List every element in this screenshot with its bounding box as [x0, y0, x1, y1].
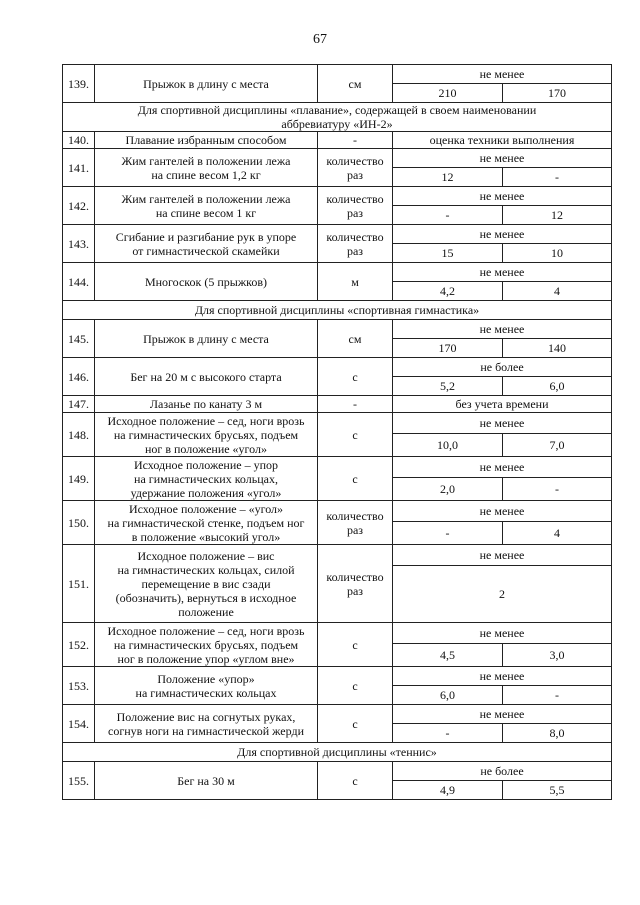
- cell-line: Бег на 20 м с высокого старта: [130, 369, 282, 384]
- norm-header: не менее: [393, 705, 612, 724]
- cell-line: -: [353, 133, 357, 147]
- row-number: 152.: [63, 623, 95, 667]
- cell-line: см: [348, 331, 362, 346]
- cell-line: Прыжок в длину с места: [143, 331, 269, 346]
- page-number: 67: [313, 32, 327, 47]
- norm-header: не менее: [393, 623, 612, 644]
- exercise-name: [95, 225, 318, 263]
- cell-line: количество: [326, 191, 384, 206]
- row-number: 144.: [63, 263, 95, 301]
- exercise-name: [95, 263, 318, 301]
- unit-cell: [318, 457, 393, 501]
- section-title: [63, 743, 612, 762]
- row-number: 147.: [63, 396, 95, 413]
- exercise-name: [95, 623, 318, 667]
- cell-line: Положение «упор»: [157, 671, 255, 686]
- unit-cell: [318, 623, 393, 667]
- section-row: [63, 743, 612, 762]
- cell-line: количество: [326, 569, 384, 584]
- value-cell: 170: [393, 339, 503, 358]
- unit-cell: [318, 762, 393, 800]
- row-number: 150.: [63, 501, 95, 545]
- exercise-name: [95, 358, 318, 396]
- table-row: [63, 187, 612, 206]
- merged-value: без учета времени: [393, 396, 612, 413]
- norm-header: не менее: [393, 501, 612, 522]
- table-row: [63, 225, 612, 244]
- value-cell: 6,0: [503, 377, 612, 396]
- norm-header: не менее: [393, 187, 612, 206]
- value-cell: 15: [393, 244, 503, 263]
- unit-cell: [318, 705, 393, 743]
- row-number: 141.: [63, 149, 95, 187]
- cell-line: с: [352, 773, 358, 788]
- unit-cell: [318, 545, 393, 623]
- value-cell: 210: [393, 84, 503, 103]
- value-cell: 12: [503, 206, 612, 225]
- value-cell: 10: [503, 244, 612, 263]
- row-number: 154.: [63, 705, 95, 743]
- cell-line: раз: [346, 243, 364, 258]
- row-number: 151.: [63, 545, 95, 623]
- value-cell: 4,9: [393, 781, 503, 800]
- exercise-name: [95, 457, 318, 501]
- table-row: [63, 705, 612, 724]
- unit-cell: [318, 501, 393, 545]
- cell-line: с: [352, 637, 358, 652]
- cell-line: в положение «высокий угол»: [131, 529, 281, 544]
- table-row: [63, 457, 612, 478]
- row-number: 139.: [63, 65, 95, 103]
- exercise-name: [95, 396, 318, 413]
- value-cell: 4: [503, 282, 612, 301]
- cell-line: Исходное положение – вис: [137, 548, 275, 563]
- unit-cell: [318, 187, 393, 225]
- norm-header: не менее: [393, 545, 612, 566]
- unit-cell: [318, 320, 393, 358]
- cell-line: раз: [346, 205, 364, 220]
- table-row: [63, 501, 612, 522]
- cell-line: Исходное положение – сед, ноги врозь: [107, 413, 305, 428]
- norm-header: не более: [393, 358, 612, 377]
- value-cell: 5,2: [393, 377, 503, 396]
- cell-line: с: [352, 427, 358, 442]
- value-cell: -: [503, 686, 612, 705]
- cell-line: на гимнастических кольцах,: [134, 471, 278, 486]
- cell-line: на гимнастической стенке, подъем ног: [107, 515, 305, 530]
- row-number: 145.: [63, 320, 95, 358]
- cell-line: Сгибание и разгибание рук в упоре: [115, 229, 297, 244]
- table-row: [63, 545, 612, 566]
- unit-cell: [318, 65, 393, 103]
- cell-line: Бег на 30 м: [177, 773, 235, 788]
- exercise-name: [95, 132, 318, 149]
- value-cell: 7,0: [503, 434, 612, 457]
- table-row: [63, 667, 612, 686]
- norm-header: не более: [393, 762, 612, 781]
- unit-cell: [318, 263, 393, 301]
- value-cell: -: [393, 206, 503, 225]
- cell-line: Положение вис на согнутых руках,: [116, 709, 296, 724]
- table-row: [63, 65, 612, 84]
- norm-header: не менее: [393, 263, 612, 282]
- cell-line: -: [353, 397, 357, 411]
- merged-value: оценка техники выполнения: [393, 132, 612, 149]
- section-row: [63, 301, 612, 320]
- exercise-name: [95, 149, 318, 187]
- cell-line: положение: [178, 604, 234, 619]
- table-row: [63, 623, 612, 644]
- unit-cell: [318, 667, 393, 705]
- cell-line: Исходное положение – упор: [133, 457, 279, 472]
- value-cell: 4: [503, 522, 612, 545]
- value-cell: 12: [393, 168, 503, 187]
- unit-cell: [318, 132, 393, 149]
- cell-line: от гимнастической скамейки: [132, 243, 280, 258]
- norm-header: не менее: [393, 65, 612, 84]
- cell-line: раз: [346, 167, 364, 182]
- value-cell: 2,0: [393, 478, 503, 501]
- row-number: 148.: [63, 413, 95, 457]
- merged-value: 2: [393, 566, 612, 623]
- table-row: [63, 132, 612, 149]
- cell-line: Исходное положение – «угол»: [128, 501, 284, 516]
- cell-line: Для спортивной дисциплины «плавание», содержащей в своем наименовании: [137, 103, 537, 117]
- row-number: 142.: [63, 187, 95, 225]
- unit-cell: [318, 396, 393, 413]
- cell-line: с: [352, 369, 358, 384]
- cell-line: количество: [326, 508, 384, 523]
- table-row: [63, 320, 612, 339]
- value-cell: 8,0: [503, 724, 612, 743]
- value-cell: -: [393, 724, 503, 743]
- cell-line: количество: [326, 153, 384, 168]
- cell-line: Жим гантелей в положении лежа: [121, 153, 291, 168]
- exercise-name: [95, 320, 318, 358]
- cell-line: с: [352, 678, 358, 693]
- cell-line: на спине весом 1,2 кг: [151, 167, 261, 182]
- value-cell: -: [503, 168, 612, 187]
- cell-line: Лазанье по канату 3 м: [149, 397, 263, 411]
- value-cell: 140: [503, 339, 612, 358]
- cell-line: Для спортивной дисциплины «теннис»: [237, 745, 437, 759]
- section-title: [63, 103, 612, 132]
- cell-line: на гимнастических кольцах: [135, 685, 277, 700]
- value-cell: 5,5: [503, 781, 612, 800]
- row-number: 155.: [63, 762, 95, 800]
- exercise-name: [95, 187, 318, 225]
- cell-line: ног в положение упор «углом вне»: [117, 651, 295, 666]
- cell-line: согнув ноги на гимнастической жерди: [108, 723, 304, 738]
- row-number: 146.: [63, 358, 95, 396]
- norm-header: не менее: [393, 320, 612, 339]
- unit-cell: [318, 225, 393, 263]
- table-row: [63, 263, 612, 282]
- row-number: 143.: [63, 225, 95, 263]
- value-cell: 6,0: [393, 686, 503, 705]
- cell-line: Плавание избранным способом: [125, 133, 287, 147]
- value-cell: 3,0: [503, 644, 612, 667]
- exercise-name: [95, 65, 318, 103]
- row-number: 153.: [63, 667, 95, 705]
- cell-line: см: [348, 76, 362, 91]
- cell-line: Жим гантелей в положении лежа: [121, 191, 291, 206]
- exercise-name: [95, 667, 318, 705]
- cell-line: (обозначить), вернуться в исходное: [115, 590, 297, 605]
- section-row: [63, 103, 612, 132]
- cell-line: аббревиатуру «ИН-2»: [281, 117, 393, 131]
- norm-header: не менее: [393, 149, 612, 168]
- value-cell: 4,5: [393, 644, 503, 667]
- cell-line: количество: [326, 229, 384, 244]
- value-cell: -: [393, 522, 503, 545]
- cell-line: на гимнастических брусьях, подъем: [113, 427, 299, 442]
- table-row: [63, 762, 612, 781]
- table-row: [63, 413, 612, 434]
- table-row: [63, 396, 612, 413]
- cell-line: с: [352, 716, 358, 731]
- cell-line: с: [352, 471, 358, 486]
- exercise-name: [95, 501, 318, 545]
- norm-header: не менее: [393, 413, 612, 434]
- cell-line: Для спортивной дисциплины «спортивная гимнастика»: [194, 303, 480, 317]
- norm-header: не менее: [393, 225, 612, 244]
- section-title: [63, 301, 612, 320]
- cell-line: м: [351, 274, 359, 289]
- cell-line: Прыжок в длину с места: [143, 76, 269, 91]
- value-cell: 170: [503, 84, 612, 103]
- exercise-name: [95, 705, 318, 743]
- cell-line: раз: [346, 583, 364, 598]
- cell-line: Исходное положение – сед, ноги врозь: [107, 623, 305, 638]
- norm-header: не менее: [393, 667, 612, 686]
- cell-line: на гимнастических кольцах, силой: [117, 562, 295, 577]
- norms-table: [62, 64, 612, 800]
- row-number: 140.: [63, 132, 95, 149]
- value-cell: -: [503, 478, 612, 501]
- norm-header: не менее: [393, 457, 612, 478]
- exercise-name: [95, 545, 318, 623]
- cell-line: раз: [346, 522, 364, 537]
- cell-line: ног в положение «угол»: [144, 441, 268, 456]
- unit-cell: [318, 358, 393, 396]
- cell-line: на спине весом 1 кг: [155, 205, 257, 220]
- value-cell: 10,0: [393, 434, 503, 457]
- cell-line: Многоскок (5 прыжков): [144, 274, 268, 289]
- row-number: 149.: [63, 457, 95, 501]
- cell-line: удержание положения «угол»: [130, 485, 282, 500]
- table-row: [63, 358, 612, 377]
- exercise-name: [95, 413, 318, 457]
- table-row: [63, 149, 612, 168]
- exercise-name: [95, 762, 318, 800]
- unit-cell: [318, 413, 393, 457]
- cell-line: на гимнастических брусьях, подъем: [113, 637, 299, 652]
- unit-cell: [318, 149, 393, 187]
- value-cell: 4,2: [393, 282, 503, 301]
- cell-line: перемещение в вис сзади: [141, 576, 271, 591]
